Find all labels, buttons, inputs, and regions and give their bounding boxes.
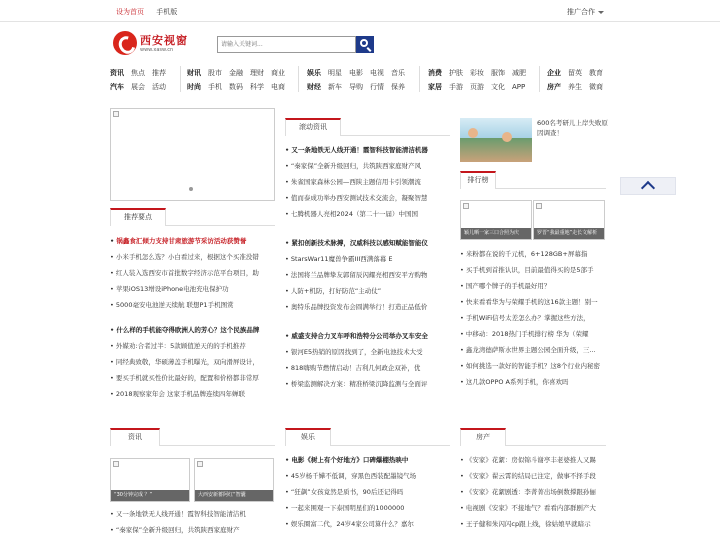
scroll-list-2 (285, 235, 450, 315)
nav-link[interactable]: 电视 (370, 69, 384, 77)
list-item[interactable]: • 银河E5热销的原因找到了，全新电池技术大受 (285, 344, 450, 360)
nav-divider (419, 66, 420, 92)
tab-scroll-news[interactable]: 滚动资讯 (285, 118, 341, 136)
nav-link[interactable]: 导购 (349, 83, 363, 91)
nav-link[interactable]: 理财 (250, 69, 264, 77)
nav-link[interactable]: 彩妆 (470, 69, 484, 77)
list-item[interactable]: • 小米手机怎么选？小白看过来，根据这个买准没错 (110, 249, 275, 265)
list-item[interactable]: • 七腾机器人亮相2024（第二十一届）中国国 (285, 206, 450, 222)
back-to-top-button[interactable] (620, 177, 676, 195)
nav-divider (298, 66, 299, 92)
nav-link[interactable]: 减肥 (512, 69, 526, 77)
tab-entertainment[interactable]: 娱乐 (285, 428, 331, 446)
list-item[interactable]: • 外媒劝:合者过半：5款顾值逆天的的手机推荐 (110, 338, 275, 354)
list-item[interactable]: • 值而泰成功举办西安测试技术交流会，凝聚智慧 (285, 190, 450, 206)
nav-group-5 (547, 66, 610, 94)
list-item[interactable]: • 鑫龙湾德萨斯水世界主题公园全面升级，三... (460, 342, 610, 358)
nav-link[interactable]: 汽车 (110, 83, 124, 91)
scroll-header (285, 118, 450, 136)
tab-news[interactable]: 资讯 (110, 428, 160, 446)
nav-link[interactable]: 明星 (328, 69, 342, 77)
nav-link[interactable]: 家居 (428, 83, 442, 91)
scroll-list-3 (285, 328, 450, 392)
nav-link[interactable]: 金融 (229, 69, 243, 77)
nav-link[interactable]: 展会 (131, 83, 145, 91)
list-item[interactable]: • 5000毫安电池逆天续航 联想P1手机图赏 (110, 297, 275, 313)
list-item[interactable]: • 苹果iOS13增设iPhone电池充电保护功 (110, 281, 275, 297)
list-item[interactable]: • 威盛支持合力叉车呼和浩特分公司举办叉车安全 (285, 328, 450, 344)
list-item[interactable]: • 如何挑选一款好的智能手机？这8个行业内秘密 (460, 358, 610, 374)
list-item[interactable]: • 娱乐圈富二代，24岁4家公司算什么？嘉尔 (285, 516, 450, 532)
search-input[interactable] (218, 37, 352, 52)
set-home-link[interactable]: 设为首页 (116, 8, 144, 16)
list-item[interactable]: • “秦家保”全新升级回归，共筑陕西家庭财产风 (285, 158, 450, 174)
rank-thumb-2[interactable] (533, 200, 605, 240)
list-item[interactable]: • 《安家》花絮：房似锦斗谢亭丰老婆推人又踢 (460, 452, 610, 468)
nav-link[interactable]: 娱乐 (307, 69, 321, 77)
nav-link[interactable]: 推荐 (152, 69, 166, 77)
feature-photo[interactable] (460, 118, 532, 162)
thumb-caption: 罗晋“我最重地”走长文解析 (534, 228, 604, 239)
ent-header (285, 428, 450, 446)
list-item[interactable]: • 锅鑫食汇倾力支持甘肃旅游节采访活动获赞誉 (110, 233, 275, 249)
list-item[interactable]: • 人防+机防，打好防范“主动仗” (285, 283, 450, 299)
tab-recommend[interactable]: 推荐要点 (110, 208, 166, 226)
nav-divider (539, 66, 540, 92)
mobile-link[interactable]: 手机版 (156, 8, 178, 16)
nav-group-4 (428, 66, 533, 94)
search-icon (360, 39, 368, 47)
broken-image-icon (463, 203, 469, 209)
list-item[interactable]: • 快来看看华为与荣耀手机的这16款主题！别一 (460, 294, 610, 310)
logo-name: 西安视窗 (140, 34, 188, 47)
broken-image-icon (536, 203, 542, 209)
list-item[interactable]: • “狂飙”女孩竟然是质书，90后还记得吗 (285, 484, 450, 500)
nav-link[interactable]: 股市 (208, 69, 222, 77)
partner-dropdown[interactable] (567, 7, 604, 17)
list-item[interactable]: • 红人装入选西安市首批数字经济示范平台项目，助 (110, 265, 275, 281)
list-item[interactable]: • 45岁杨千嬅不低调，穿黑色西装配墨镜气场 (285, 468, 450, 484)
nav-link[interactable]: 行情 (370, 83, 384, 91)
feature-photo-caption[interactable]: 600名考研儿上岸失败原因调查！ (537, 119, 608, 137)
nav-link[interactable]: 财讯 (187, 69, 201, 77)
list-item[interactable]: • 朱雀国家森林公园—西陕主题信用卡引领潮流 (285, 174, 450, 190)
list-item[interactable]: • 要买手机就买性价比最好的，配置和价格都非常厚 (110, 370, 275, 386)
nav-link[interactable]: 电商 (271, 83, 285, 91)
nav-link[interactable]: 服饰 (491, 69, 505, 77)
nav-link[interactable]: 企业 (547, 69, 561, 77)
house-header (460, 428, 606, 446)
list-item[interactable]: • 中移动：2018热门手机排行榜 华为（荣耀 (460, 326, 610, 342)
list-item[interactable]: • 电影《树上有个好地方》口碑爆棚热映中 (285, 452, 450, 468)
nav-link[interactable]: 保养 (391, 83, 405, 91)
nav-link[interactable]: 微商 (589, 83, 603, 91)
nav-link[interactable]: 财经 (307, 83, 321, 91)
broken-image-icon (113, 111, 119, 117)
nav-link[interactable]: 房产 (547, 83, 561, 91)
nav-group-1 (110, 66, 173, 94)
site-logo[interactable] (113, 31, 193, 55)
list-item[interactable]: • 《安家》翟云霄的结局已注定，做事不择手段 (460, 468, 610, 484)
news-thumb-1[interactable] (110, 458, 190, 502)
list-item[interactable]: • 这几款OPPO A系列手机，你喜欢吗 (460, 374, 610, 390)
broken-image-icon (197, 461, 203, 467)
recommend-list-1 (110, 233, 275, 313)
list-item[interactable]: • 手机WiFi信号太差怎么办？掌握这些方法， (460, 310, 610, 326)
nav-group-3 (307, 66, 412, 94)
search-box (217, 36, 356, 53)
tab-rank[interactable]: 排行榜 (460, 171, 496, 189)
partner-label: 推广合作 (567, 8, 595, 16)
list-item[interactable]: • 同经典致敬，华硕薄盖手机曝光，双向滑屏设计， (110, 354, 275, 370)
list-item[interactable]: • 紧扣创新技术脉搏，汉威科技以感知赋能智能仪 (285, 235, 450, 251)
list-item[interactable]: • 王子健和朱闪闪cp跟上线，徐姑娘早就暗示 (460, 516, 610, 532)
ent-list (285, 452, 450, 532)
slider-dot[interactable] (189, 187, 193, 191)
search-button[interactable] (356, 36, 374, 53)
tab-house[interactable]: 房产 (460, 428, 506, 446)
nav-link[interactable]: 页游 (470, 83, 484, 91)
broken-image-icon (113, 461, 119, 467)
nav-link[interactable]: 消费 (428, 69, 442, 77)
list-item[interactable]: • 奥特乐品牌投资发布会圆满举行！打造正品低价 (285, 299, 450, 315)
recommend-list-2 (110, 322, 275, 402)
nav-link[interactable]: 时尚 (187, 83, 201, 91)
logo-icon (113, 31, 137, 55)
list-item[interactable]: • 又一条地铁无人线开通！霞智科技智能清洁机 (110, 506, 275, 522)
nav-link[interactable]: 新车 (328, 83, 342, 91)
list-item[interactable]: • 米粉都在说的千元机，6+128GB+屏幕指 (460, 246, 610, 262)
list-item[interactable]: • “秦家保”全新升级回归，共筑陕西家庭财产 (110, 522, 275, 538)
list-item[interactable]: • 《安家》花絮剧透：李菁菁出场倒数撑跟孙俪 (460, 484, 610, 500)
nav-group-2 (187, 66, 292, 94)
top-bar (0, 0, 720, 22)
house-list (460, 452, 610, 532)
rank-list (460, 246, 610, 390)
list-item[interactable]: • 又一条地铁无人线开通！霞智科技智能清洁机器 (285, 142, 450, 158)
nav-link[interactable]: 手游 (449, 83, 463, 91)
list-item[interactable]: • 2018观察家年会 这家手机品牌连续四年蝉联 (110, 386, 275, 402)
list-item[interactable]: • 818嗨购节燃情启动！吉利几何政企双补，优 (285, 360, 450, 376)
nav-link[interactable]: 数码 (229, 83, 243, 91)
nav-link[interactable]: 养生 (568, 83, 582, 91)
nav-link[interactable]: 科学 (250, 83, 264, 91)
list-item[interactable]: • 国产哪个牌子的手机最好用？ (460, 278, 610, 294)
image-slider[interactable] (110, 108, 275, 201)
logo-url: www.xasw.cn (140, 47, 174, 53)
nav-link[interactable]: 手机 (208, 83, 222, 91)
nav-link[interactable]: 音乐 (391, 69, 405, 77)
news-list (110, 506, 275, 538)
nav-link[interactable]: 资讯 (110, 69, 124, 77)
nav-link[interactable]: APP (512, 83, 526, 91)
nav-link[interactable]: 活动 (152, 83, 166, 91)
nav-link[interactable]: 留英 (568, 69, 582, 77)
nav-link[interactable]: 教育 (589, 69, 603, 77)
nav-link[interactable]: 电影 (349, 69, 363, 77)
list-item[interactable]: • StarsWar11魔兽争霸III西满落幕 E (285, 251, 450, 267)
nav-link[interactable]: 文化 (491, 83, 505, 91)
nav-divider (180, 66, 181, 92)
thumb-caption: 大西安新蓄阿红“智囊 (195, 490, 273, 501)
nav-link[interactable]: 护肤 (449, 69, 463, 77)
list-item[interactable]: • 一起来围观一下泰国明星们的1000000 (285, 500, 450, 516)
rank-header (460, 171, 606, 189)
thumb-caption: 颖儿晒一家三口合照为庆 (461, 228, 531, 239)
recommend-header (110, 208, 275, 226)
thumb-caption: “30分钟完成 ？” (111, 490, 189, 501)
list-item[interactable]: • 法国将兰品牌挚友郭留辰闪耀亮相西安平方购物 (285, 267, 450, 283)
nav-link[interactable]: 焦点 (131, 69, 145, 77)
news-header (110, 428, 275, 446)
list-item[interactable]: • 电视剧《安家》不接地气？看看内部群剧产大 (460, 500, 610, 516)
news-thumb-2[interactable] (194, 458, 274, 502)
nav-link[interactable]: 商业 (271, 69, 285, 77)
chevron-down-icon (598, 11, 604, 14)
rank-thumb-1[interactable] (460, 200, 532, 240)
list-item[interactable]: • 买手机到首推认识，目前最值得买的是5部手 (460, 262, 610, 278)
list-item[interactable]: • 什么样的手机能夺得欧洲人的芳心？这个民族品牌 (110, 322, 275, 338)
scroll-list-1 (285, 142, 450, 222)
list-item[interactable]: • 桥梁监测解决方案：精准桥梁沉降监测与全面评 (285, 376, 450, 392)
